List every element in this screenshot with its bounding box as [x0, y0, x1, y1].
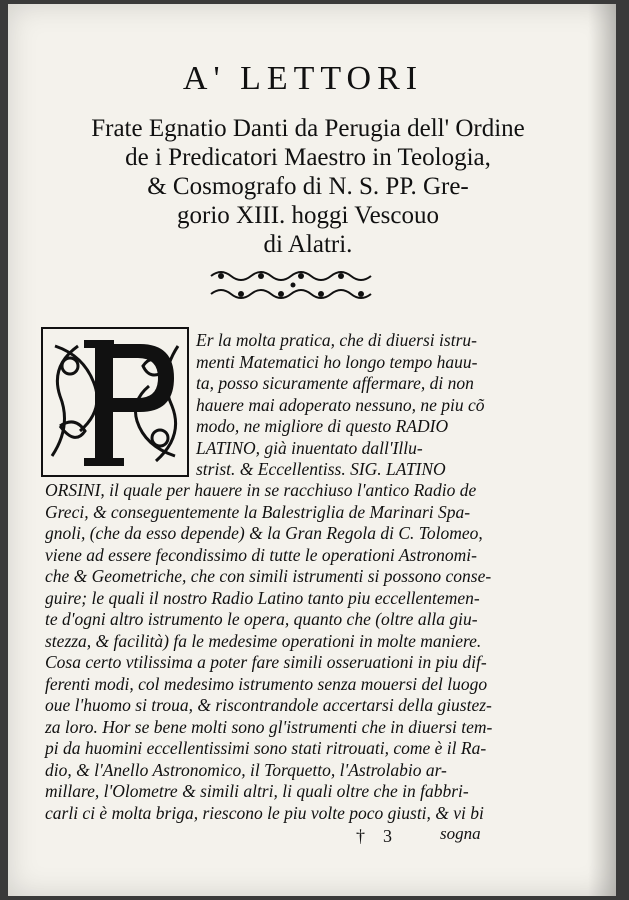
title-line: di Alatri. — [263, 231, 353, 258]
text-line: LATINO, già inuentato dall'Illu- — [196, 437, 423, 458]
text-line: Greci, & conseguentemente la Balestriglia de Marinari Spa- — [45, 501, 471, 522]
text-line: ORSINI, il quale per hauere in se racchiuso l'antico Radio de — [45, 480, 477, 500]
text-line: Cosa certo vtilissima a poter fare simili osseruationi in piu dif- — [45, 652, 487, 672]
text-line: stezza, & facilità) fa le medesime operationi in molte maniere. — [45, 630, 482, 651]
catchword: sogna — [440, 824, 481, 843]
text-line: millare, l'Olometre & simili altri, li quali oltre che in fabbri- — [45, 781, 469, 801]
page-heading: A' LETTORI — [182, 60, 424, 97]
text-line: carli ci è molta briga, riescono le piu volte poco giusti, & vi bi — [45, 802, 484, 823]
signature-number: 3 — [383, 826, 392, 846]
text-line: guire; le quali il nostro Radio Latino tanto piu eccellentemen- — [45, 587, 480, 608]
text-line: oue l'huomo si troua, & riscontrandole accertarsi della giustez- — [45, 695, 492, 715]
main-paragraph — [45, 480, 590, 824]
author-title-block — [68, 114, 548, 259]
text-line: ta, posso sicuramente affermare, di non — [196, 373, 474, 393]
text-line: viene ad essere fecondissimo di tutte le operationi Astronomi- — [45, 544, 477, 565]
decorated-initial-p-icon — [40, 326, 190, 478]
text-line: strist. & Eccellentiss. SIG. LATINO — [196, 459, 446, 479]
title-line: & Cosmografo di N. S. PP. Gre- — [147, 173, 469, 200]
text-line: hauere mai adoperato nessuno, ne piu cõ — [196, 394, 485, 415]
ornament-divider-icon — [203, 266, 383, 304]
text-line: menti Matematici ho longo tempo hauu- — [196, 351, 478, 372]
text-line: Er la molta pratica, che di diuersi istru- — [196, 330, 477, 350]
book-page — [8, 4, 616, 896]
text-line: modo, ne migliore di questo RADIO — [196, 416, 449, 436]
title-line: gorio XIII. hoggi Vescouo — [177, 202, 439, 229]
text-line: te d'ogni altro istrumento le opera, quanto che (oltre alla giu- — [45, 609, 478, 629]
text-line: gnoli, (che da esso depende) & la Gran Regola di C. Tolomeo, — [45, 523, 483, 543]
text-line: che & Geometriche, che con simili istrumenti si possono conse- — [45, 566, 492, 586]
title-line: Frate Egnatio Danti da Perugia dell' Ordine — [91, 115, 525, 142]
page-gutter-shadow — [588, 4, 616, 896]
text-line: za loro. Hor se bene molti sono gl'istrumenti che in diuersi tem- — [45, 716, 493, 737]
text-line: ferenti modi, col medesimo istrumento senza mouersi del luogo — [45, 673, 488, 694]
text-line: dio, & l'Anello Astronomico, il Torquetto, l'Astrolabio ar- — [45, 759, 447, 780]
signature-mark: † — [356, 826, 365, 846]
text-line: pi da huomini eccellentissimi sono stati ritrouati, come è il Ra- — [45, 738, 487, 758]
indented-paragraph — [196, 330, 586, 481]
title-line: de i Predicatori Maestro in Teologia, — [125, 144, 491, 171]
